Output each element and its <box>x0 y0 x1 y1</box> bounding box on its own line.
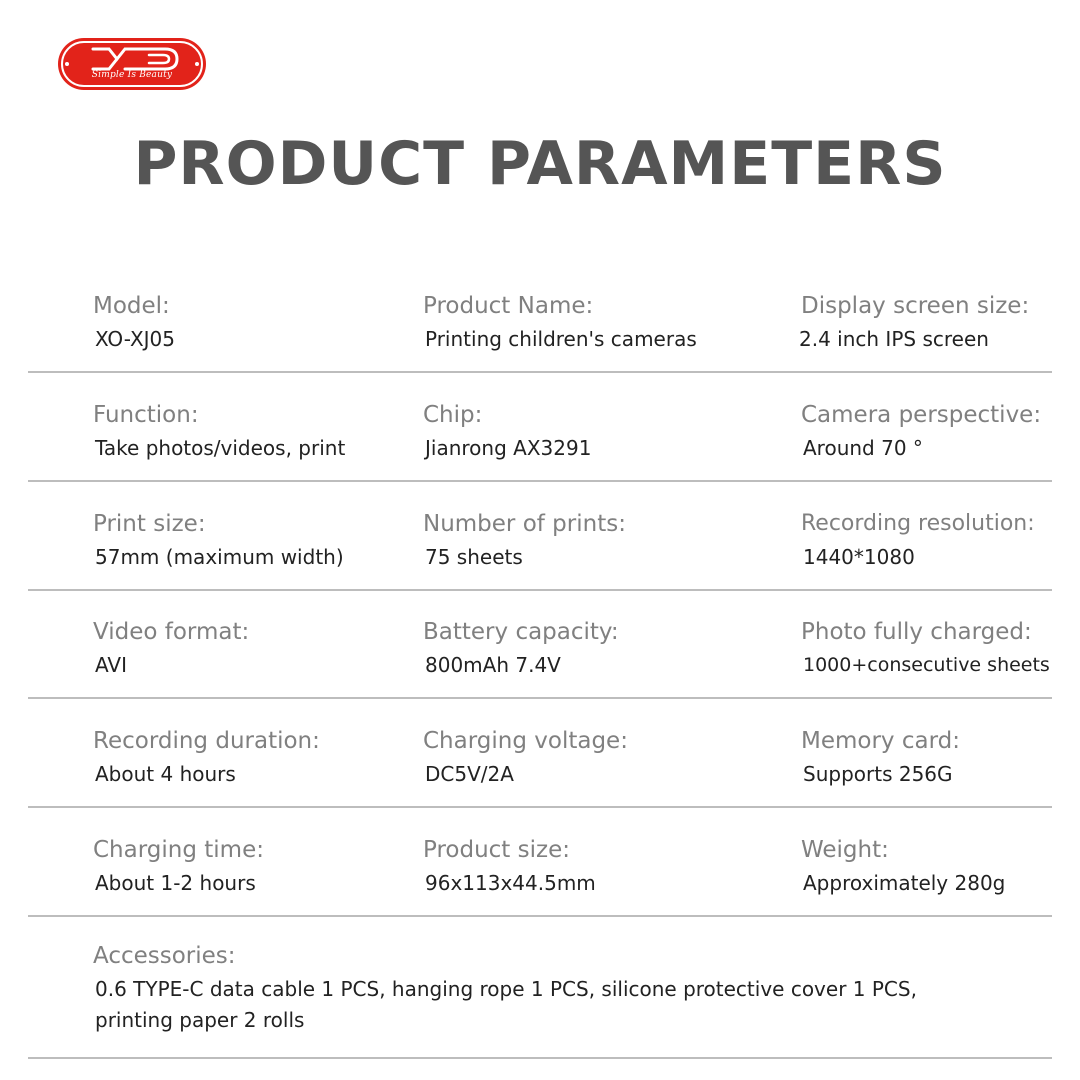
spec-video-format <box>93 617 249 678</box>
spec-label: Number of prints: <box>423 511 626 537</box>
spec-label: Product size: <box>423 837 570 863</box>
spec-label: Model: <box>93 293 170 319</box>
spec-print-size <box>93 509 344 570</box>
row-divider <box>28 589 1052 591</box>
row-divider <box>28 806 1052 808</box>
spec-row-2 <box>0 400 1080 509</box>
spec-value: Printing children's cameras <box>425 327 697 351</box>
spec-label: Function: <box>93 402 199 428</box>
spec-display-screen-size <box>801 291 1029 352</box>
spec-product-size <box>423 835 596 896</box>
spec-row-6 <box>0 835 1080 944</box>
brand-tagline: Simple Is Beauty <box>91 70 173 80</box>
row-divider <box>28 915 1052 917</box>
spec-value: 0.6 TYPE-C data cable 1 PCS, hanging rope 1 PCS, silicone protective cover 1 PCS, printing paper 2 rolls <box>95 977 917 1032</box>
spec-value: Jianrong AX3291 <box>425 436 592 460</box>
spec-function <box>93 400 345 461</box>
spec-recording-resolution <box>801 509 1035 570</box>
spec-value: AVI <box>95 653 127 677</box>
spec-value: Approximately 280g <box>803 871 1006 895</box>
spec-recording-duration <box>93 726 320 787</box>
spec-value: 1000+consecutive sheets <box>803 654 1050 676</box>
spec-number-of-prints <box>423 509 626 570</box>
spec-value: 1440*1080 <box>803 545 915 569</box>
spec-row-4 <box>0 617 1080 726</box>
spec-value: 96x113x44.5mm <box>425 871 596 895</box>
spec-label: Charging time: <box>93 837 264 863</box>
row-divider <box>28 480 1052 482</box>
spec-label: Charging voltage: <box>423 728 628 754</box>
spec-photo-fully-charged <box>801 617 1050 678</box>
spec-value: 2.4 inch IPS screen <box>799 327 989 351</box>
spec-row-3 <box>0 509 1080 618</box>
row-divider <box>28 697 1052 699</box>
spec-row-1 <box>0 291 1080 400</box>
spec-value: About 4 hours <box>95 762 236 786</box>
spec-value: Take photos/videos, print <box>95 436 346 460</box>
spec-memory-card <box>801 726 960 787</box>
spec-value: XO-XJ05 <box>95 327 175 351</box>
spec-label: Chip: <box>423 402 483 428</box>
spec-label: Photo fully charged: <box>801 619 1032 645</box>
page-title: PRODUCT PARAMETERS <box>133 129 947 199</box>
spec-label: Memory card: <box>801 728 960 754</box>
spec-accessories <box>93 941 1053 1036</box>
spec-charging-time <box>93 835 264 896</box>
spec-value: Around 70 ° <box>803 436 923 460</box>
spec-charging-voltage <box>423 726 628 787</box>
spec-camera-perspective <box>801 400 1041 461</box>
spec-label: Print size: <box>93 511 206 537</box>
spec-label: Accessories: <box>93 943 236 969</box>
row-divider <box>28 371 1052 373</box>
spec-value: 75 sheets <box>425 545 523 569</box>
spec-value: 800mAh 7.4V <box>425 653 561 677</box>
spec-weight <box>801 835 1005 896</box>
spec-value: Supports 256G <box>803 762 953 786</box>
spec-label: Weight: <box>801 837 889 863</box>
spec-label: Video format: <box>93 619 250 645</box>
spec-label: Camera perspective: <box>801 402 1042 428</box>
spec-label: Recording resolution: <box>801 511 1035 536</box>
spec-label: Display screen size: <box>801 293 1030 319</box>
spec-value: About 1-2 hours <box>95 871 256 895</box>
spec-row-5 <box>0 726 1080 835</box>
spec-label: Battery capacity: <box>423 619 619 645</box>
spec-battery-capacity <box>423 617 619 678</box>
row-divider <box>28 1057 1052 1059</box>
spec-model <box>93 291 175 352</box>
spec-value: 57mm (maximum width) <box>95 545 344 569</box>
spec-chip <box>423 400 591 461</box>
spec-label: Product Name: <box>423 293 594 319</box>
spec-product-name <box>423 291 697 352</box>
spec-label: Recording duration: <box>93 728 320 754</box>
spec-value: DC5V/2A <box>425 762 514 786</box>
